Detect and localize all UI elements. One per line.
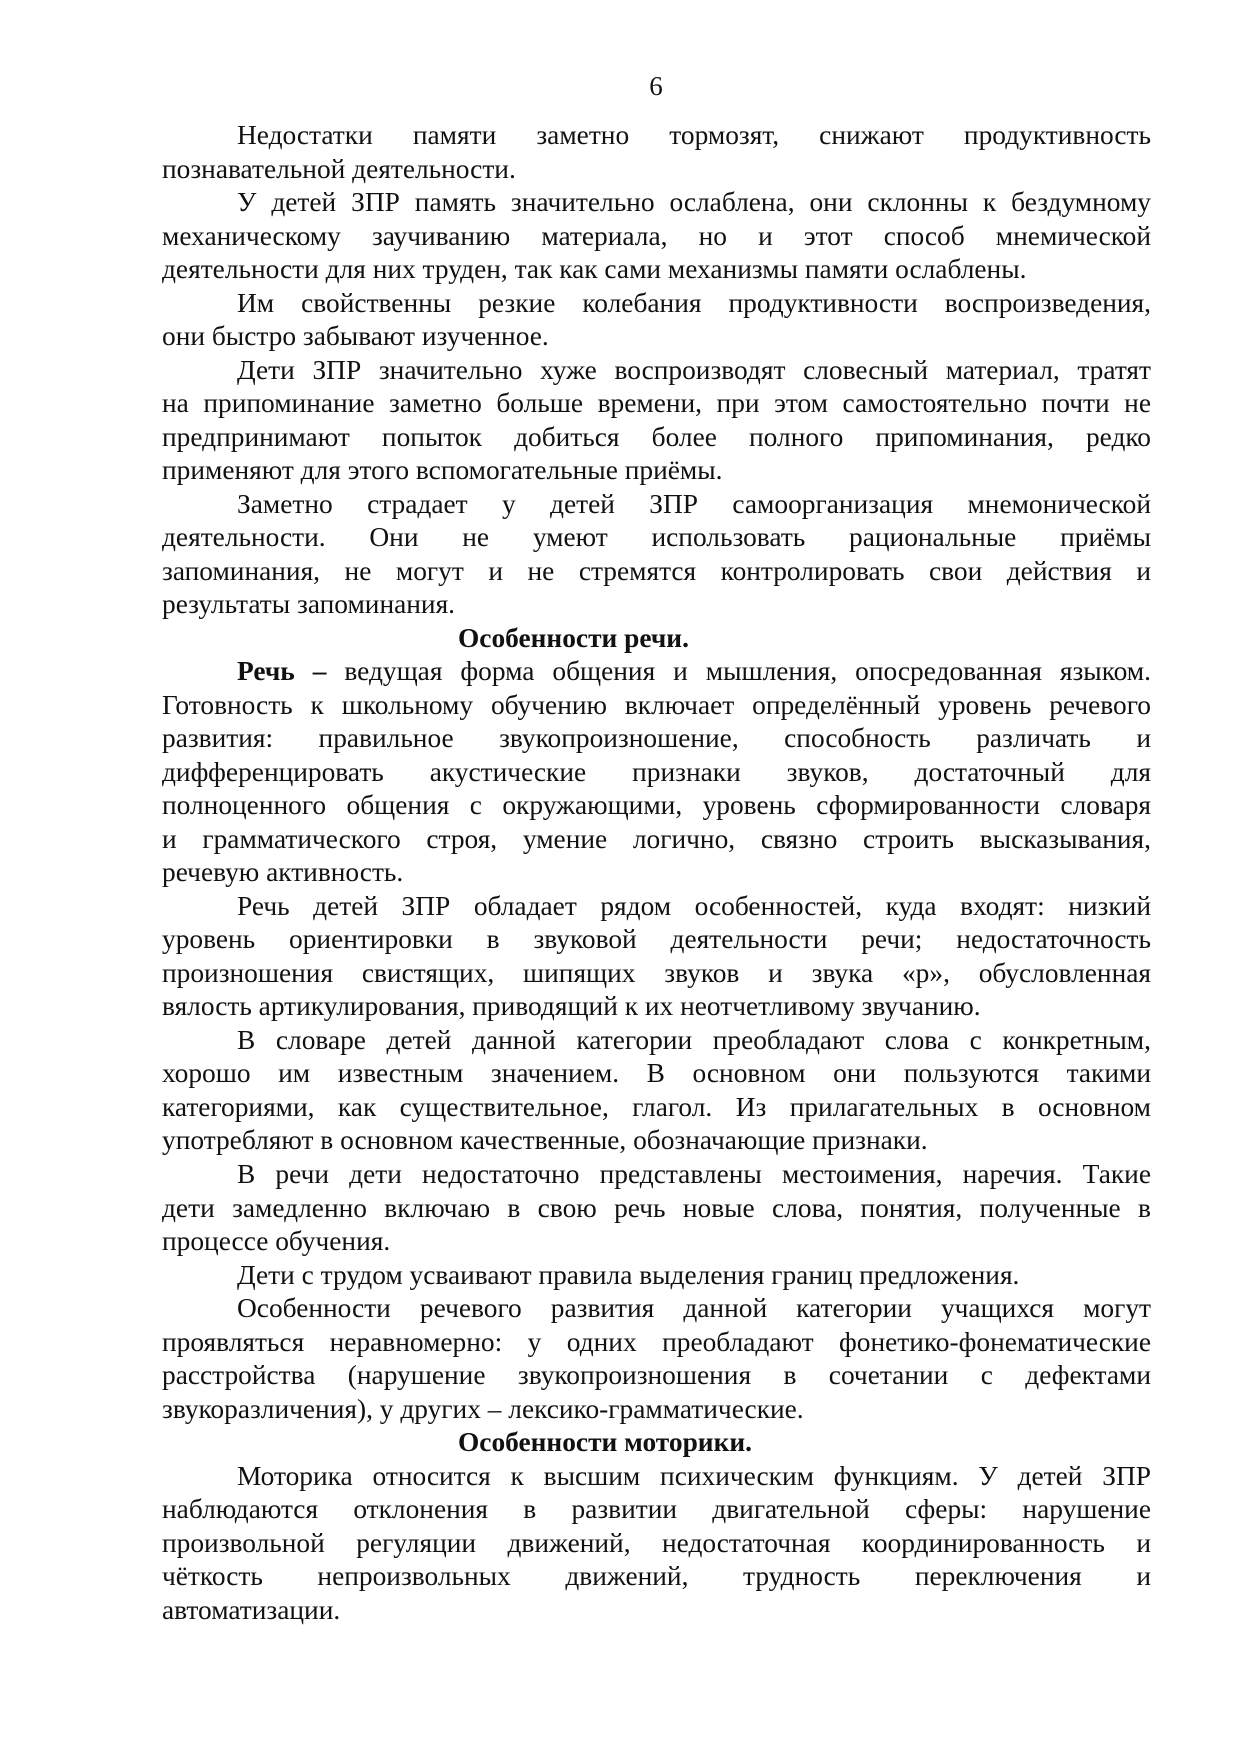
text-line: автоматизации. xyxy=(162,1594,341,1625)
paragraph xyxy=(162,1024,1151,1158)
text-line: Недостатки памяти заметно тормозят, снижают продуктивность xyxy=(237,120,1151,150)
text-line: звукоразличения), у других – лексико-грамматические. xyxy=(162,1393,804,1424)
text-line: употребляют в основном качественные, обозначающие признаки. xyxy=(162,1125,928,1156)
text-line: Дети ЗПР значительно хуже воспроизводят словесный материал, тратят xyxy=(237,354,1151,385)
paragraph xyxy=(162,1158,1151,1259)
paragraph xyxy=(162,655,1151,890)
text-line: Речь детей ЗПР обладает рядом особенностей, куда входят: низкий xyxy=(237,890,1151,921)
text-line: и грамматического строя, умение логично, связно строить высказывания, xyxy=(162,823,1151,854)
paragraph xyxy=(162,890,1151,1024)
bold-term: Речь – xyxy=(237,656,327,687)
text-line: деятельности для них труден, так как сами механизмы памяти ослаблены. xyxy=(162,254,1027,285)
text-line: результаты запоминания. xyxy=(162,589,456,620)
text-line: познавательной деятельности. xyxy=(162,153,516,184)
paragraph xyxy=(162,1460,1151,1628)
document-body xyxy=(162,119,1151,1627)
text-line: развития: правильное звукопроизношение, способность различать и xyxy=(162,723,1151,754)
text-line: запоминания, не могут и не стремятся контролировать свои действия и xyxy=(162,555,1151,586)
paragraph xyxy=(162,287,1151,354)
paragraph xyxy=(162,119,1151,186)
text-line: Моторика относится к высшим психическим функциям. У детей ЗПР xyxy=(237,1460,1151,1491)
text-line xyxy=(162,655,1151,689)
paragraph xyxy=(162,354,1151,488)
text-line: механическому заучиванию материала, но и этот способ мнемической xyxy=(162,220,1151,251)
text-line: процессе обучения. xyxy=(162,1226,391,1257)
text-line: они быстро забывают изученное. xyxy=(162,321,549,352)
text-line: речевую активность. xyxy=(162,857,404,888)
text-line: Готовность к школьному обучению включает определённый уровень речевого xyxy=(162,689,1151,720)
text-line: чёткость непроизвольных движений, трудность переключения и xyxy=(162,1561,1151,1592)
text-line: В речи дети недостаточно представлены местоимения, наречия. Такие xyxy=(237,1158,1151,1189)
line-text: ведущая форма общения и мышления, опосредованная языком. xyxy=(326,656,1151,687)
text-line: дифференцировать акустические признаки звуков, достаточный для xyxy=(162,756,1151,787)
text-line: категориями, как существительное, глагол. Из прилагательных в основном xyxy=(162,1091,1151,1122)
text-line: хорошо им известным значением. В основном они пользуются такими xyxy=(162,1058,1151,1089)
text-line: предпринимают попыток добиться более полного припоминания, редко xyxy=(162,421,1151,452)
text-line: В словаре детей данной категории преобладают слова с конкретным, xyxy=(237,1024,1151,1055)
text-line: Им свойственны резкие колебания продуктивности воспроизведения, xyxy=(237,287,1151,318)
text-line: дети замедленно включаю в свою речь новые слова, понятия, полученные в xyxy=(162,1192,1151,1223)
section-heading: Особенности речи. xyxy=(458,622,689,653)
paragraph xyxy=(162,488,1151,622)
section-heading: Особенности моторики. xyxy=(458,1427,752,1458)
text-line: на припоминание заметно больше времени, при этом самостоятельно почти не xyxy=(162,388,1151,419)
paragraph xyxy=(162,186,1151,287)
text-line: расстройства (нарушение звукопроизношения в сочетании с дефектами xyxy=(162,1360,1151,1391)
text-line: полноценного общения с окружающими, уровень сформированности словаря xyxy=(162,790,1151,821)
text-line: применяют для этого вспомогательные приёмы. xyxy=(162,455,723,486)
text-line: деятельности. Они не умеют использовать рациональные приёмы xyxy=(162,522,1151,553)
text-line: Особенности речевого развития данной категории учащихся могут xyxy=(237,1293,1151,1324)
text-line: вялость артикулирования, приводящий к их неотчетливому звучанию. xyxy=(162,991,981,1022)
text-line: уровень ориентировки в звуковой деятельности речи; недостаточность xyxy=(162,924,1151,955)
text-line: произношения свистящих, шипящих звуков и звука «р», обусловленная xyxy=(162,957,1151,988)
page-number: 6 xyxy=(649,71,663,101)
text-line: Дети с трудом усваивают правила выделения границ предложения. xyxy=(237,1259,1020,1290)
text-line: произвольной регуляции движений, недостаточная координированность и xyxy=(162,1527,1151,1558)
text-line: У детей ЗПР память значительно ослаблена, они склонны к бездумному xyxy=(237,187,1151,218)
text-line: наблюдаются отклонения в развитии двигательной сферы: нарушение xyxy=(162,1494,1151,1525)
paragraph xyxy=(162,1259,1151,1293)
text-line: проявляться неравномерно: у одних преобладают фонетико-фонематические xyxy=(162,1326,1151,1357)
paragraph xyxy=(162,1292,1151,1426)
text-line: Заметно страдает у детей ЗПР самоорганизация мнемонической xyxy=(237,488,1151,519)
